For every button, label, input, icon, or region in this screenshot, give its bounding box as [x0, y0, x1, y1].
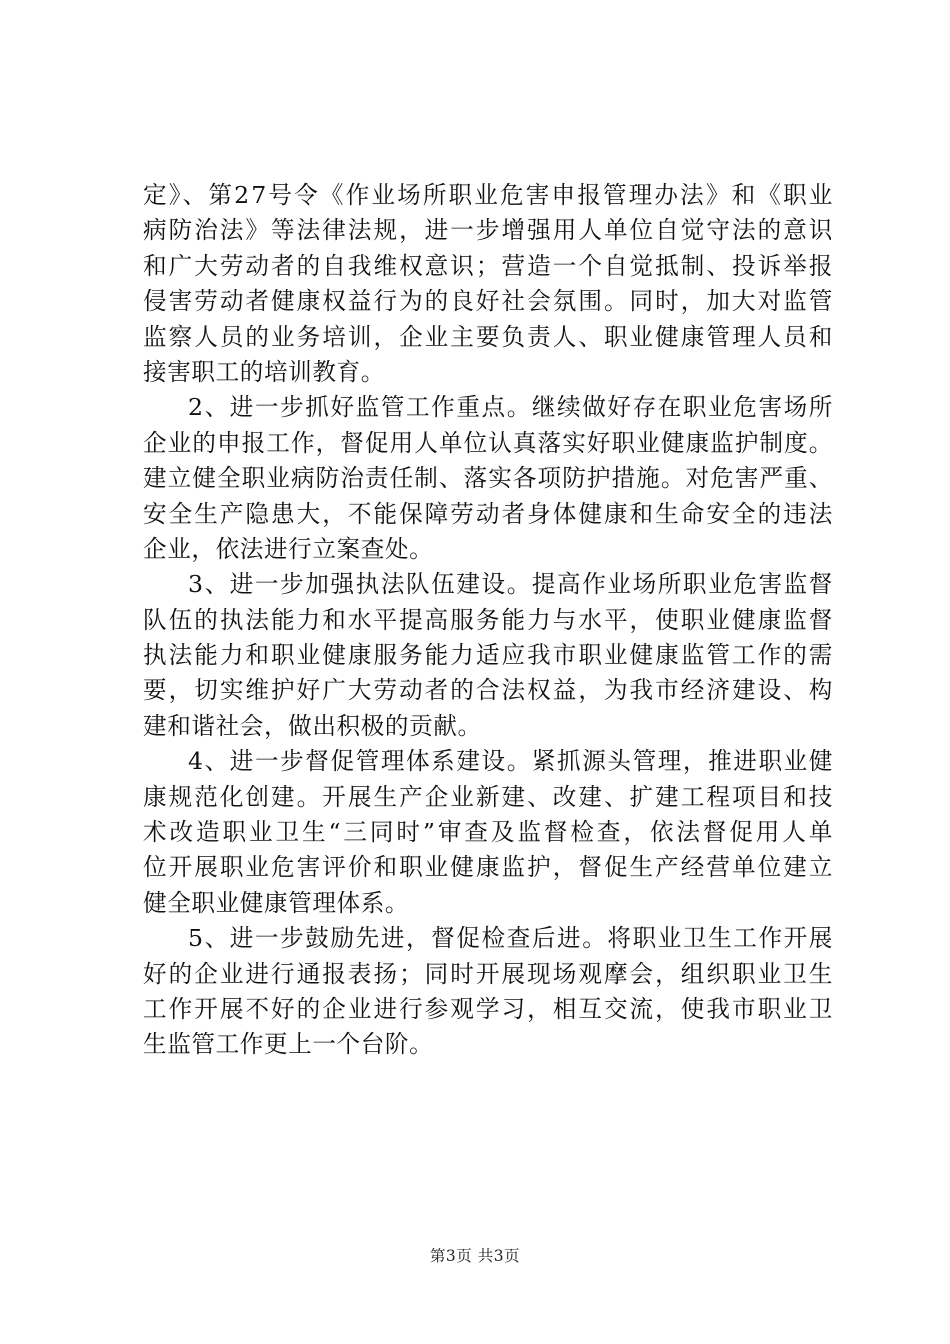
text-line [143, 284, 833, 319]
line-text: 健全职业健康管理体系。 [143, 888, 410, 917]
paragraph-4-start [143, 744, 833, 779]
line-text: 生监管工作更上一个台阶。 [143, 1030, 434, 1059]
text-line [143, 780, 833, 815]
text-line [143, 850, 833, 885]
line-text: 康规范化创建。开展生产企业新建、改建、扩建工程项目和技 [143, 782, 835, 811]
line-text: 4、进一步督促管理体系建设。紧抓源头管理，推进职业健 [188, 747, 834, 776]
line-text: 定》、第27号令《作业场所职业危害申报管理办法》和《职业 [143, 181, 835, 209]
text-line [143, 461, 833, 496]
text-line [143, 603, 833, 638]
text-line [143, 178, 833, 213]
text-line [143, 497, 833, 532]
line-text: 侵害劳动者健康权益行为的良好社会氛围。同时，加大对监管 [143, 287, 835, 316]
line-text: 工作开展不好的企业进行参观学习，相互交流，使我市职业卫 [143, 994, 835, 1023]
line-text: 3、进一步加强执法队伍建设。提高作业场所职业危害监督 [188, 570, 834, 599]
paragraph-5-start [143, 921, 833, 956]
line-text: 5、进一步鼓励先进，督促检查后进。将职业卫生工作开展 [188, 924, 834, 953]
text-line [143, 638, 833, 673]
line-text: 监察人员的业务培训，企业主要负责人、职业健康管理人员和 [143, 322, 835, 351]
line-text: 要，切实维护好广大劳动者的合法权益，为我市经济建设、构 [143, 676, 835, 705]
text-line [143, 426, 833, 461]
line-text: 位开展职业危害评价和职业健康监护，督促生产经营单位建立 [143, 853, 835, 882]
line-text: 建和谐社会，做出积极的贡献。 [143, 711, 482, 740]
text-line [143, 992, 833, 1027]
line-text: 病防治法》等法律法规，进一步增强用人单位自觉守法的意识 [143, 216, 835, 245]
document-body [143, 178, 836, 1063]
text-line [143, 355, 833, 390]
text-line [143, 815, 836, 850]
line-text: 2、进一步抓好监管工作重点。继续做好存在职业危害场所 [188, 393, 834, 422]
text-line [143, 673, 833, 708]
page-number-footer: 第3页 共3页 [429, 1247, 521, 1265]
paragraph-2-start [143, 390, 833, 425]
line-text: 接害职工的培训教育。 [143, 357, 385, 386]
line-text: 术改造职业卫生“三同时”审查及监督检查，依法督促用人单 [143, 818, 836, 847]
line-text: 建立健全职业病防治责任制、落实各项防护措施。对危害严重、 [143, 464, 834, 493]
text-line [143, 1027, 833, 1062]
line-text: 队伍的执法能力和水平提高服务能力与水平，使职业健康监督 [143, 605, 835, 634]
paragraph-3-start [143, 567, 833, 602]
text-line [143, 709, 833, 744]
line-text: 执法能力和职业健康服务能力适应我市职业健康监管工作的需 [143, 641, 835, 670]
line-text: 和广大劳动者的自我维权意识；营造一个自觉抵制、投诉举报 [143, 251, 835, 280]
line-text: 安全生产隐患大，不能保障劳动者身体健康和生命安全的违法 [143, 499, 835, 528]
text-line [143, 957, 833, 992]
text-line [143, 320, 833, 355]
line-text: 企业的申报工作，督促用人单位认真落实好职业健康监护制度。 [143, 428, 834, 457]
text-line [143, 213, 833, 248]
line-text: 好的企业进行通报表扬；同时开展现场观摩会，组织职业卫生 [143, 959, 835, 988]
text-line [143, 886, 833, 921]
text-line [143, 532, 833, 567]
line-text: 企业，依法进行立案查处。 [143, 534, 434, 563]
text-line [143, 249, 833, 284]
